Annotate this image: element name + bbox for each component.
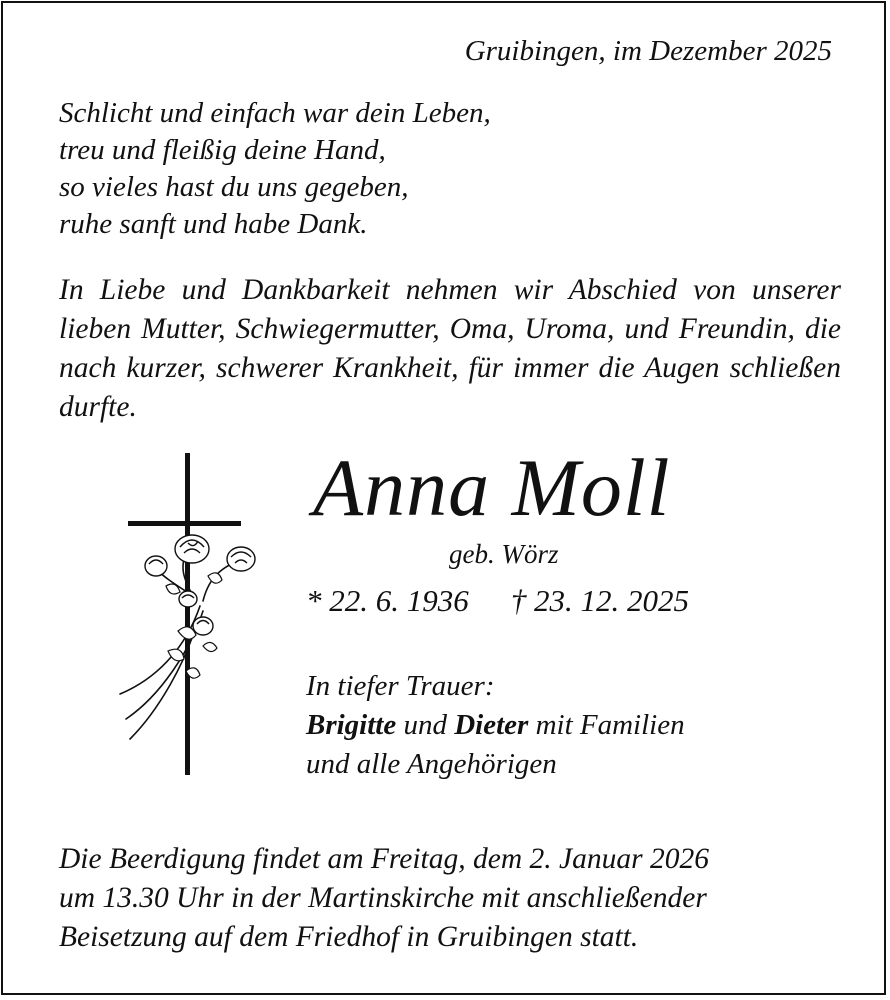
poem-line: Schlicht und einfach war dein Leben, (59, 97, 491, 129)
death-date: † 23. 12. 2025 (510, 583, 689, 618)
funeral-line: um 13.30 Uhr in der Martinskirche mit anschließender (59, 882, 707, 914)
mourners-names (306, 706, 685, 745)
funeral-line: Die Beerdigung findet am Freitag, dem 2. Januar 2026 (59, 843, 709, 875)
deceased-name: Anna Moll (313, 442, 671, 533)
mourners-suffix: mit Familien (535, 709, 685, 741)
farewell-text: In Liebe und Dankbarkeit nehmen wir Abschied von unserer lieben Mutter, Schwiegermutter, Oma, Uroma, und Freundin, die nach kurzer, schwerer Krankheit, für immer die Augen schließen durfte. (59, 274, 841, 423)
cross-with-roses-icon (108, 451, 263, 781)
poem-line: treu und fleißig deine Hand, (59, 134, 386, 166)
life-dates (306, 583, 689, 619)
birth-name: geb. Wörz (449, 539, 559, 569)
relatives-line: und alle Angehörigen (306, 748, 557, 780)
funeral-line: Beisetzung auf dem Friedhof in Gruibingen statt. (59, 921, 639, 953)
birth-date: * 22. 6. 1936 (306, 583, 469, 618)
poem-line: so vieles hast du uns gegeben, (59, 171, 409, 203)
mourner-name: Brigitte (306, 709, 397, 741)
mourning-heading: In tiefer Trauer: (306, 670, 495, 702)
funeral-details (59, 840, 709, 957)
conjunction: und (403, 709, 447, 741)
memorial-poem (59, 95, 491, 243)
mourner-name: Dieter (454, 709, 529, 741)
poem-line: ruhe sanft und habe Dank. (59, 208, 368, 240)
place-date: Gruibingen, im Dezember 2025 (464, 35, 832, 67)
obituary-notice (1, 1, 886, 995)
mourners-block (306, 667, 685, 784)
